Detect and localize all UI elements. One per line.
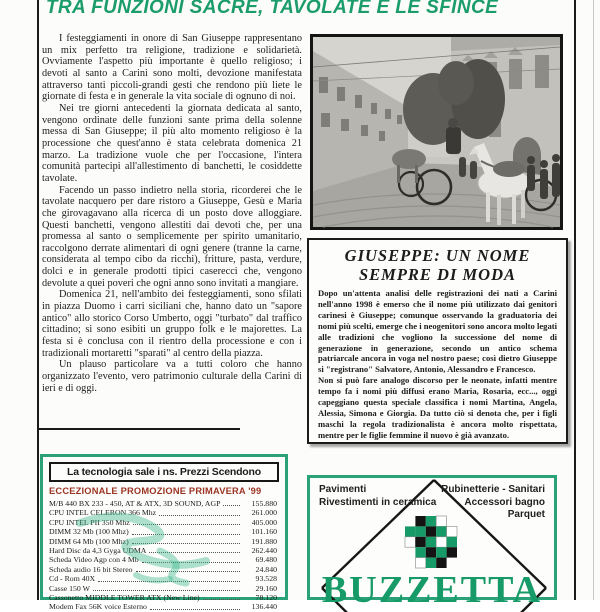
computer-ad-promo-line: ECCEZIONALE PROMOZIONE PRIMAVERA '99 — [49, 486, 262, 496]
item-price: 155.880 — [251, 499, 277, 508]
item-label: M/B 440 BX 233 - 450, AT & ATX, 3D SOUND, AGP — [49, 499, 221, 508]
dotted-leader — [136, 571, 240, 572]
price-row — [49, 508, 277, 517]
name-box-title — [313, 246, 562, 284]
item-label: Modem Fax 56K voice Esterno — [49, 602, 147, 612]
service-line: Accessori bagno — [464, 496, 545, 508]
page-title: TRA FUNZIONI SACRE, TAVOLATE E LE SFINCE — [45, 0, 499, 18]
dotted-leader — [98, 581, 240, 582]
price-row — [49, 546, 277, 555]
item-price: 261.000 — [251, 508, 277, 518]
price-row — [49, 593, 277, 602]
dotted-leader — [159, 515, 240, 516]
article-paragraph: Nei tre giorni antecedenti la giornata dedicata al santo, vengono ordinate delle funzioni sante prima della solenne messa di San Giuseppe; il più alto momento religioso è la processione che quest'anno è stata celebrata domenica 21 marzo. La tradizione vuole che per l'occasione, l'intera comunità partecipi all'allestimento di banchetti, le cosiddette tavolate. — [42, 102, 302, 184]
item-label: Hard Disc da 4,3 Gyga UDMA — [49, 546, 147, 556]
item-label: CPU INTEL PII 350 Mhz — [49, 517, 130, 527]
article-end-rule — [37, 428, 240, 430]
item-price: 191.880 — [251, 536, 277, 546]
price-row — [49, 527, 277, 536]
dotted-leader — [223, 505, 240, 506]
service-line: Rubinetterie - Sanitari — [441, 484, 545, 495]
price-row — [49, 602, 277, 611]
article-paragraph: Un plauso particolare va a tutti coloro che hanno organizzato l'evento, vero patrimonio culturale della Carini di ieri e di oggi. — [42, 359, 302, 394]
dotted-leader — [132, 543, 240, 544]
name-box-body — [318, 288, 557, 441]
item-price: 262.440 — [251, 546, 277, 556]
service-line: Rivestimenti in ceramica — [319, 496, 437, 508]
price-list — [49, 499, 277, 612]
article-paragraph: Facendo un passo indietro nella storia, ricorderei che le tavolate nacquero per dare ristoro a Giuseppe, Gesù e Maria che girovagavano alla ricerca di un posto dove alloggiare. Questi banchetti, vengono allestiti dai devoti che, per una promessa al santo o semplicemente per spirito umanitario, raccolgono derrate alimentari di ogni genere (tranne la carne, considerata al tempo cibo da ricchi), fritture, pasta, verdure, dolci e in generale prodotti tipici caserecci che, vengono devolute a quei poveri che ogni anno sono invitati a mangiare. — [42, 184, 302, 289]
item-price: 93.528 — [255, 574, 277, 584]
name-box-title-line1: GIUSEPPE: UN NOME — [344, 246, 531, 265]
street-procession-photo — [310, 34, 563, 230]
dotted-leader — [133, 524, 240, 525]
dotted-leader — [150, 609, 240, 610]
item-price: 136.440 — [251, 602, 277, 612]
article-body — [42, 33, 302, 427]
price-row — [49, 565, 277, 574]
checkered-tile-logo — [405, 516, 457, 568]
price-row — [49, 499, 277, 508]
service-line: Parquet — [507, 509, 545, 520]
price-row — [49, 555, 277, 564]
dotted-leader — [142, 562, 240, 563]
page-right-rule — [574, 0, 576, 600]
price-row — [49, 537, 277, 546]
item-label: CPU INTEL CELERON 366 Mhz — [49, 508, 157, 518]
name-box-title-line2: SEMPRE DI MODA — [358, 265, 517, 284]
item-price: 24.840 — [255, 564, 277, 574]
photo-illustration — [313, 37, 560, 227]
name-box-paragraph: Dopo un'attenta analisi delle registrazioni dei nati a Carini nell'anno 1998 è emerso che il nome più utilizzato dai genitori carinesi è Giuseppe; comunque osservando la graduatoria dei nomi più scelti, emerge che i neogenitori sono ancora molto legati alle tradizioni che vogliono la successione del nome di generazione in generazione, secondo un antico schema patriarcale ancora in voga nel nostro paese; così dietro Giuseppe si "registrano" Salvatore, Antonio, Alessandro e Francesco. — [318, 288, 557, 375]
buzzetta-ceramics-ad — [307, 475, 557, 611]
price-row — [49, 584, 277, 593]
computer-shop-ad — [40, 454, 288, 612]
item-price: 78.120 — [255, 593, 277, 603]
dotted-leader — [149, 552, 240, 553]
service-line: Pavimenti — [319, 484, 367, 495]
name-box-paragraph: Non si può fare analogo discorso per le neonate, infatti mentre tempo fa i nomi più diffusi erano Maria, Rosaria, ecc..., oggi capeggiano questa speciale classifica i nomi Martina, Angela, Alessia, Simona e Giorgia. Da tutto ciò si denota che, per i figli maschi la regola tradizionalista è ancora molto rispettata, mentre per le figlie femmine il nuovo è già avanzato. — [318, 375, 557, 440]
item-price: 101.160 — [251, 527, 277, 537]
article-paragraph: I festeggiamenti in onore di San Giuseppe rappresentano un mix perfetto tra religione, tradizione e solidarietà. Ovviamente l'aspetto più importante è quello religioso; i devoti al santo a Carini sono molti, devozione manifestata attraverso tanti piccoli-grandi gesti che rendono più liete le giornate di festa e in generale la vita sociale di ognuno di noi. — [42, 33, 302, 103]
item-label: DIMM 32 Mb (100 Mhz) — [49, 527, 129, 537]
item-price: 69.480 — [255, 555, 277, 565]
scan-edge-line — [593, 0, 594, 600]
services-left — [319, 484, 436, 509]
item-label: Casse 150 W — [49, 583, 91, 593]
item-label: Scheda audio 16 bit Stereo — [49, 564, 133, 574]
giuseppe-name-article-box — [307, 238, 568, 444]
page-left-rule — [37, 0, 39, 600]
dotted-leader — [203, 599, 240, 600]
price-row — [49, 574, 277, 583]
item-price: 29.160 — [255, 583, 277, 593]
article-paragraph: Domenica 21, nell'ambito dei festeggiamenti, sono sfilati in piazza Duomo i carri siciliani che, hanno dato un "sapore antico" allo storico Corso Umberto, oggi "turbato" dal traffico cittadino; si sono esibiti un gruppo folk e le majorettes. La festa si è conclusa con il rientro della processione e con i tradizionali mortaretti "sparati" al centro della piazza. — [42, 289, 302, 359]
brand-name: BUZZETTA — [321, 569, 543, 611]
dotted-leader — [132, 534, 240, 535]
item-label: Cassonetto MIDDLE TOWER ATX (New Line) — [49, 593, 200, 603]
item-label: Scheda Video Agp con 4 Mb — [49, 555, 139, 565]
computer-ad-headline: La tecnologia sale i ns. Prezzi Scendono — [49, 462, 279, 482]
item-label: DIMM 64 Mb (100 Mhz) — [49, 536, 129, 546]
dotted-leader — [93, 590, 240, 591]
price-row — [49, 518, 277, 527]
item-label: Cd - Rom 40X — [49, 574, 96, 584]
item-price: 405.000 — [251, 517, 277, 527]
